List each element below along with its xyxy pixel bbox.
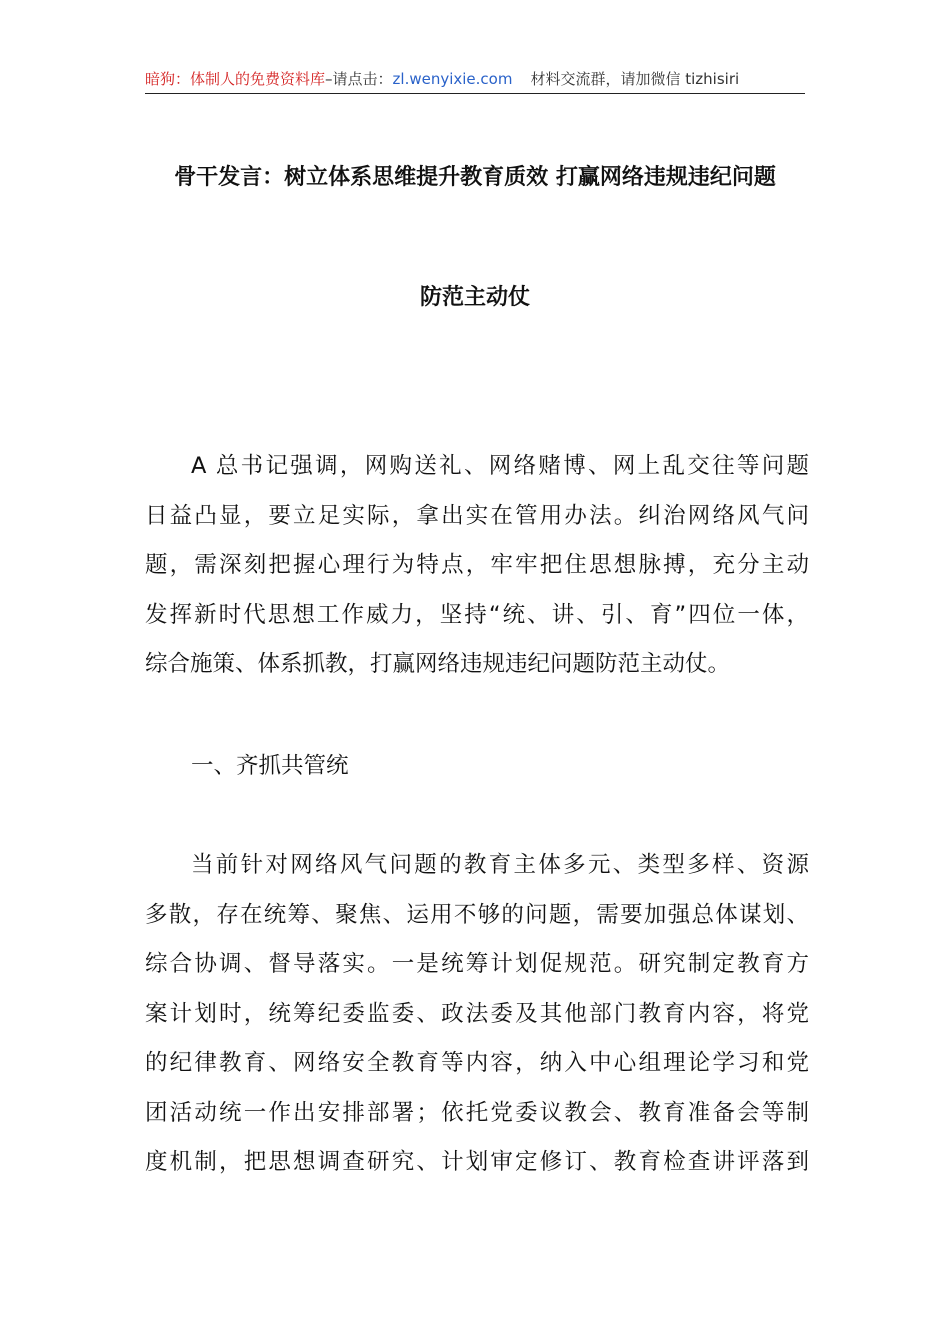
paragraph-line: 日益凸显，要立足实际，拿出实在管用办法。纠治网络风气问 bbox=[145, 502, 809, 529]
header-divider bbox=[145, 93, 805, 94]
paragraph-line: 的纪律教育、网络安全教育等内容，纳入中心组理论学习和党 bbox=[145, 1050, 809, 1076]
header-click-label: –请点击： bbox=[325, 70, 393, 88]
paragraph-line: 当前针对网络风气问题的教育主体多元、类型多样、资源 bbox=[191, 852, 809, 878]
header-url-link[interactable]: zl.wenyixie.com bbox=[392, 70, 513, 88]
header-contact: 材料交流群，请加微信 tizhisiri bbox=[530, 70, 740, 88]
paragraph-line: A 总书记强调，网购送礼、网络赌博、网上乱交往等问题 bbox=[191, 453, 809, 479]
paragraph-line: 题，需深刻把握心理行为特点，牢牢把住思想脉搏，充分主动 bbox=[145, 552, 809, 578]
paragraph-line: 案计划时，统筹纪委监委、政法委及其他部门教育内容，将党 bbox=[145, 1000, 809, 1027]
paragraph-line: 综合协调、督导落实。一是统筹计划促规范。研究制定教育方 bbox=[145, 951, 809, 977]
header-brand: 暗狗：体制人的免费资料库 bbox=[145, 70, 326, 88]
paragraph-intro bbox=[145, 442, 809, 690]
paragraph-line: 度机制，把思想调查研究、计划审定修订、教育检查讲评落到 bbox=[145, 1149, 809, 1175]
paragraph-line: 综合施策、体系抓教，打赢网络违规违纪问题防范主动仗。 bbox=[145, 651, 731, 677]
paragraph-section-1 bbox=[145, 841, 809, 1188]
paragraph-line: 发挥新时代思想工作威力，坚持“统、讲、引、育”四位一体， bbox=[145, 601, 809, 628]
paragraph-line: 团活动统一作出安排部署；依托党委议教会、教育准备会等制 bbox=[145, 1099, 809, 1126]
document-title-line-1: 骨干发言：树立体系思维提升教育质效 打赢网络违规违纪问题 bbox=[174, 165, 776, 190]
section-heading-1: 一、齐抓共管统 bbox=[191, 753, 349, 779]
paragraph-line: 多散，存在统筹、聚焦、运用不够的问题，需要加强总体谋划、 bbox=[145, 901, 809, 928]
document-title-line-2: 防范主动仗 bbox=[419, 285, 530, 310]
page-header bbox=[145, 66, 805, 92]
